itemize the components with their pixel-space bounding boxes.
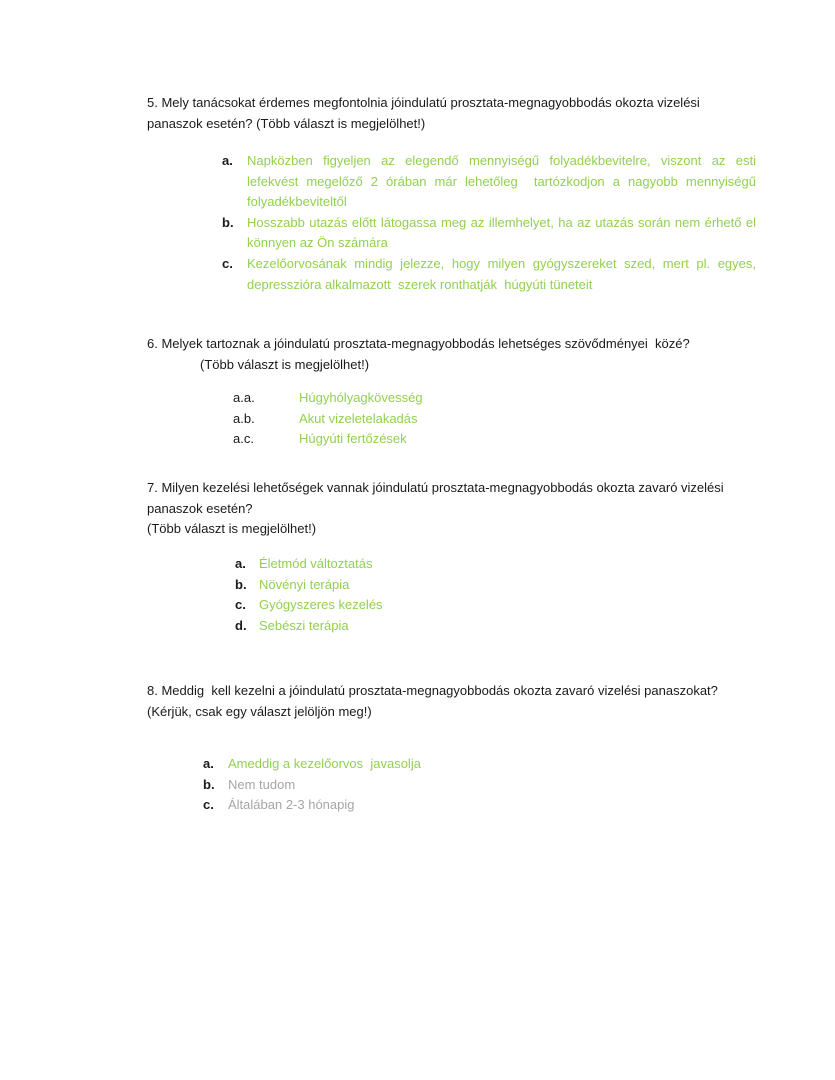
answer-text: Kezelőorvosának mindig jelezze, hogy milyen gyógyszereket szed, mert pl. egyes, depresszióra alkalmazott szerek ronthatják húgyúti tüneteit bbox=[247, 255, 760, 292]
answer-option bbox=[222, 254, 760, 295]
answer-option bbox=[233, 429, 653, 450]
answer-label: a.a. bbox=[233, 390, 255, 405]
answer-option bbox=[233, 388, 653, 409]
answer-text: Napközben figyeljen az elegendő mennyiségű folyadékbevitelre, viszont az esti lefekvést megelőző 2 órában már lehetőleg tartózkodjon a nagyobb mennyiségű folyadékbeviteltől bbox=[247, 153, 760, 210]
answer-option bbox=[222, 151, 760, 213]
question-6-text: 6. Melyek tartoznak a jóindulatú prosztata-megnagyobbodás lehetséges szövődményei közé? bbox=[147, 336, 690, 351]
answer-option bbox=[235, 554, 655, 575]
question-7 bbox=[147, 478, 757, 540]
answer-option bbox=[203, 795, 643, 816]
question-8 bbox=[147, 681, 757, 722]
question-7-text: 7. Milyen kezelési lehetőségek vannak jóindulatú prosztata-megnagyobbodás okozta zavaró vizelési panaszok esetén? bbox=[147, 480, 728, 516]
answer-text: Életmód változtatás bbox=[259, 556, 373, 571]
answer-text: Sebészi terápia bbox=[259, 617, 349, 633]
question-7-answers bbox=[235, 554, 655, 636]
answer-option bbox=[235, 575, 655, 596]
answer-label: a. bbox=[222, 153, 233, 168]
question-8-text: 8. Meddig kell kezelni a jóindulatú prosztata-megnagyobbodás okozta zavaró vizelési panaszokat? bbox=[147, 683, 718, 698]
question-6-answers bbox=[233, 388, 653, 450]
answer-label: a. bbox=[235, 556, 246, 571]
answer-text: Ameddig a kezelőorvos javasolja bbox=[228, 756, 421, 771]
answer-label: d. bbox=[235, 617, 247, 633]
answer-text: Akut vizeletelakadás bbox=[299, 410, 418, 426]
answer-label: c. bbox=[235, 597, 246, 613]
answer-label: b. bbox=[235, 576, 247, 592]
answer-text: Általában 2-3 hónapig bbox=[228, 797, 355, 813]
answer-text: Nem tudom bbox=[228, 776, 296, 792]
answer-label: c. bbox=[203, 797, 214, 813]
question-5 bbox=[147, 93, 757, 134]
answer-label: a.c. bbox=[233, 431, 254, 447]
question-5-text: 5. Mely tanácsokat érdemes megfontolnia jóindulatú prosztata-megnagyobbodás okozta vizelési panaszok esetén? (Több választ is megjelölhet!) bbox=[147, 95, 704, 131]
answer-text: Húgyhólyagkövesség bbox=[299, 390, 423, 405]
question-8-note: (Kérjük, csak egy választ jelöljön meg!) bbox=[147, 703, 372, 719]
answer-option bbox=[235, 616, 655, 637]
answer-label: a. bbox=[203, 756, 214, 771]
answer-text: Hosszabb utazás előtt látogassa meg az illemhelyet, ha az utazás során nem érhető el könnyen az Ön számára bbox=[247, 214, 760, 251]
question-8-answers bbox=[203, 754, 643, 816]
answer-label: a.b. bbox=[233, 410, 255, 426]
answer-label: b. bbox=[222, 214, 234, 230]
answer-label: b. bbox=[203, 776, 215, 792]
answer-text: Növényi terápia bbox=[259, 576, 350, 592]
question-6 bbox=[147, 334, 757, 375]
answer-text: Gyógyszeres kezelés bbox=[259, 597, 383, 613]
answer-option bbox=[233, 409, 653, 430]
question-5-answers bbox=[222, 151, 760, 295]
question-6-note: (Több választ is megjelölhet!) bbox=[200, 356, 370, 372]
answer-label: c. bbox=[222, 255, 233, 271]
answer-option bbox=[203, 754, 643, 775]
answer-option bbox=[222, 213, 760, 254]
question-7-note: (Több választ is megjelölhet!) bbox=[147, 521, 317, 537]
answer-option bbox=[235, 595, 655, 616]
answer-option bbox=[203, 775, 643, 796]
answer-text: Húgyúti fertőzések bbox=[299, 431, 407, 447]
